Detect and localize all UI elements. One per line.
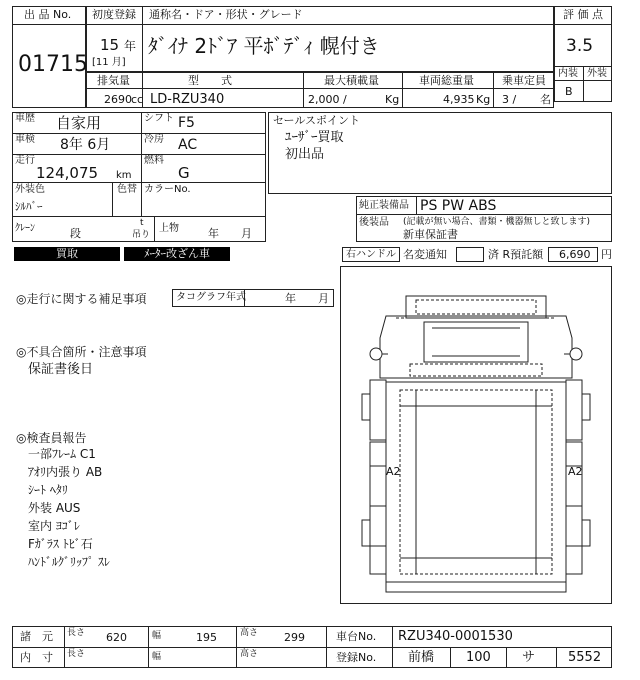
model-code: LD-RZU340 xyxy=(150,92,225,107)
color-value: ｼﾙﾊﾞｰ xyxy=(15,200,43,213)
model-label: 型 式 xyxy=(188,74,232,87)
gross-weight-value: 4,935 xyxy=(443,93,475,106)
registration-class: 100 xyxy=(466,650,491,665)
ac-value: AC xyxy=(178,137,198,153)
crane-stage: 段 xyxy=(70,227,81,240)
left-damage-mark: A2 xyxy=(386,465,401,478)
crane-label: ｸﾚｰﾝ xyxy=(15,223,35,234)
crane-ton: t xyxy=(140,218,144,228)
shift-value: F5 xyxy=(178,115,195,131)
ac-label: 冷房 xyxy=(144,134,164,145)
recycle-label: 済 R預託額 xyxy=(488,248,544,261)
reg-month: [11 月] xyxy=(92,57,126,68)
right-damage-mark: A2 xyxy=(568,465,583,478)
dimensions-label: 諸 元 xyxy=(20,630,53,643)
car-name: ﾀﾞｲﾅ 2ﾄﾞｱ 平ﾎﾞﾃﾞｨ 幌付き xyxy=(148,34,380,58)
chassis-number: RZU340-0001530 xyxy=(398,629,513,644)
height-value: 299 xyxy=(284,631,305,644)
capacity-value: 3 / xyxy=(502,93,517,106)
registration-label: 登録No. xyxy=(336,651,377,664)
fuel-label: 燃料 xyxy=(144,155,164,166)
selling-point-line: 初出品 xyxy=(285,147,325,162)
capacity-unit: 名 xyxy=(540,93,551,106)
interior-grade-label: 内装 xyxy=(558,68,578,79)
running-notes-title: ◎走行に関する補足事項 xyxy=(16,292,147,306)
tachograph-date: 年 月 xyxy=(285,292,329,305)
inspection-label: 車検 xyxy=(15,134,35,145)
color-number-label: カラーNo. xyxy=(144,184,191,195)
inspector-report-line: 一部ﾌﾚｰﾑ C1 xyxy=(28,447,96,461)
fuel-value: G xyxy=(178,164,190,182)
inner-height-label: 高さ xyxy=(240,649,259,659)
capacity-label: 乗車定員 xyxy=(502,74,546,87)
gross-weight-unit: Kg xyxy=(476,93,491,106)
mileage-label: 走行 xyxy=(15,155,35,166)
selling-point-line: ﾕｰｻﾞｰ買取 xyxy=(285,130,344,145)
inspector-report-line: ｱｵﾘ内張り AB xyxy=(28,465,103,479)
displacement-unit: cc xyxy=(131,93,144,106)
lot-label: 出 品 No. xyxy=(24,8,72,21)
history-label: 車歴 xyxy=(15,113,35,124)
registration-kana: サ xyxy=(522,650,536,665)
selling-points-title: セールスポイント xyxy=(273,114,361,127)
max-load-label: 最大積載量 xyxy=(324,74,379,87)
defect-note-line: 保証書後日 xyxy=(28,362,94,377)
recycle-unit: 円 xyxy=(601,248,612,261)
inner-width-label: 幅 xyxy=(152,652,162,662)
standard-equipment-label: 純正装備品 xyxy=(359,200,409,211)
inner-length-label: 長さ xyxy=(67,649,86,659)
inspector-report-line: Fｶﾞﾗｽ ﾄﾋﾞ石 xyxy=(28,537,93,551)
aftermarket-label: 後装品 xyxy=(359,217,389,228)
first-registration-label: 初度登録 xyxy=(92,8,136,21)
reg-year-unit: 年 xyxy=(124,39,137,53)
exterior-grade-label: 外装 xyxy=(587,68,607,79)
right-hand-drive-box: 右ハンドル xyxy=(342,247,400,262)
meter-tampered-badge: ﾒｰﾀｰ改ざん車 xyxy=(124,247,230,261)
score-value: 3.5 xyxy=(566,36,594,56)
gross-weight-label: 車両総重量 xyxy=(419,74,474,87)
max-load-unit: Kg xyxy=(385,93,400,106)
name-change-label: 名変通知 xyxy=(403,248,447,261)
mileage-unit: km xyxy=(116,170,132,181)
inspector-report-line: 室内 ﾖｺﾞﾚ xyxy=(28,519,80,533)
registration-number: 5552 xyxy=(568,650,602,665)
name-change-checkbox xyxy=(456,247,484,262)
width-label: 幅 xyxy=(152,631,162,641)
inspector-report-line: ﾊﾝﾄﾞﾙｸﾞﾘｯﾌﾟ ｽﾚ xyxy=(28,555,110,569)
reg-year: 15 xyxy=(100,36,120,54)
inspector-report-line: ｼｰﾄ ﾍﾀﾘ xyxy=(28,483,68,497)
displacement-value: 2690 xyxy=(104,93,132,106)
recycle-value: 6,690 xyxy=(559,248,591,261)
history-value: 自家用 xyxy=(56,114,102,132)
length-label: 長さ xyxy=(67,628,86,638)
crane-lift: 吊り xyxy=(132,230,151,240)
truck-diagram xyxy=(340,266,612,604)
registration-area: 前橋 xyxy=(408,650,435,665)
inspector-report-title: ◎検査員報告 xyxy=(16,431,87,445)
mileage-value: 124,075 xyxy=(36,164,99,182)
car-name-label: 通称名・ドア・形状・グレード xyxy=(149,8,303,21)
defect-notes-title: ◎不具合箇所・注意事項 xyxy=(16,345,147,359)
max-load-value: 2,000 / xyxy=(308,93,347,106)
length-value: 620 xyxy=(106,631,127,644)
width-value: 195 xyxy=(196,631,217,644)
upper-body-date: 年 月 xyxy=(208,227,252,240)
interior-grade: B xyxy=(565,85,573,98)
upper-body-label: 上物 xyxy=(159,223,179,234)
inspection-value: 8年 6月 xyxy=(60,137,111,153)
color-change-label: 色替 xyxy=(117,184,137,195)
score-label: 評 価 点 xyxy=(563,8,603,21)
displacement-label: 排気量 xyxy=(97,74,130,87)
height-label: 高さ xyxy=(240,628,259,638)
aftermarket-note: (記載が無い場合、書類・機器無しと致します) xyxy=(403,217,591,227)
lot-number: 01715 xyxy=(18,52,88,77)
chassis-label: 車台No. xyxy=(336,630,377,643)
tachograph-label: タコグラフ年式 xyxy=(176,292,246,303)
buy-badge: 買取 xyxy=(14,247,120,261)
inner-dimensions-label: 内 寸 xyxy=(20,651,53,664)
shift-label: シフト xyxy=(144,113,174,124)
inspector-report-line: 外装 AUS xyxy=(28,501,81,515)
color-label: 外装色 xyxy=(15,184,45,195)
standard-equipment-value: PS PW ABS xyxy=(420,198,497,214)
aftermarket-value: 新車保証書 xyxy=(403,228,458,241)
